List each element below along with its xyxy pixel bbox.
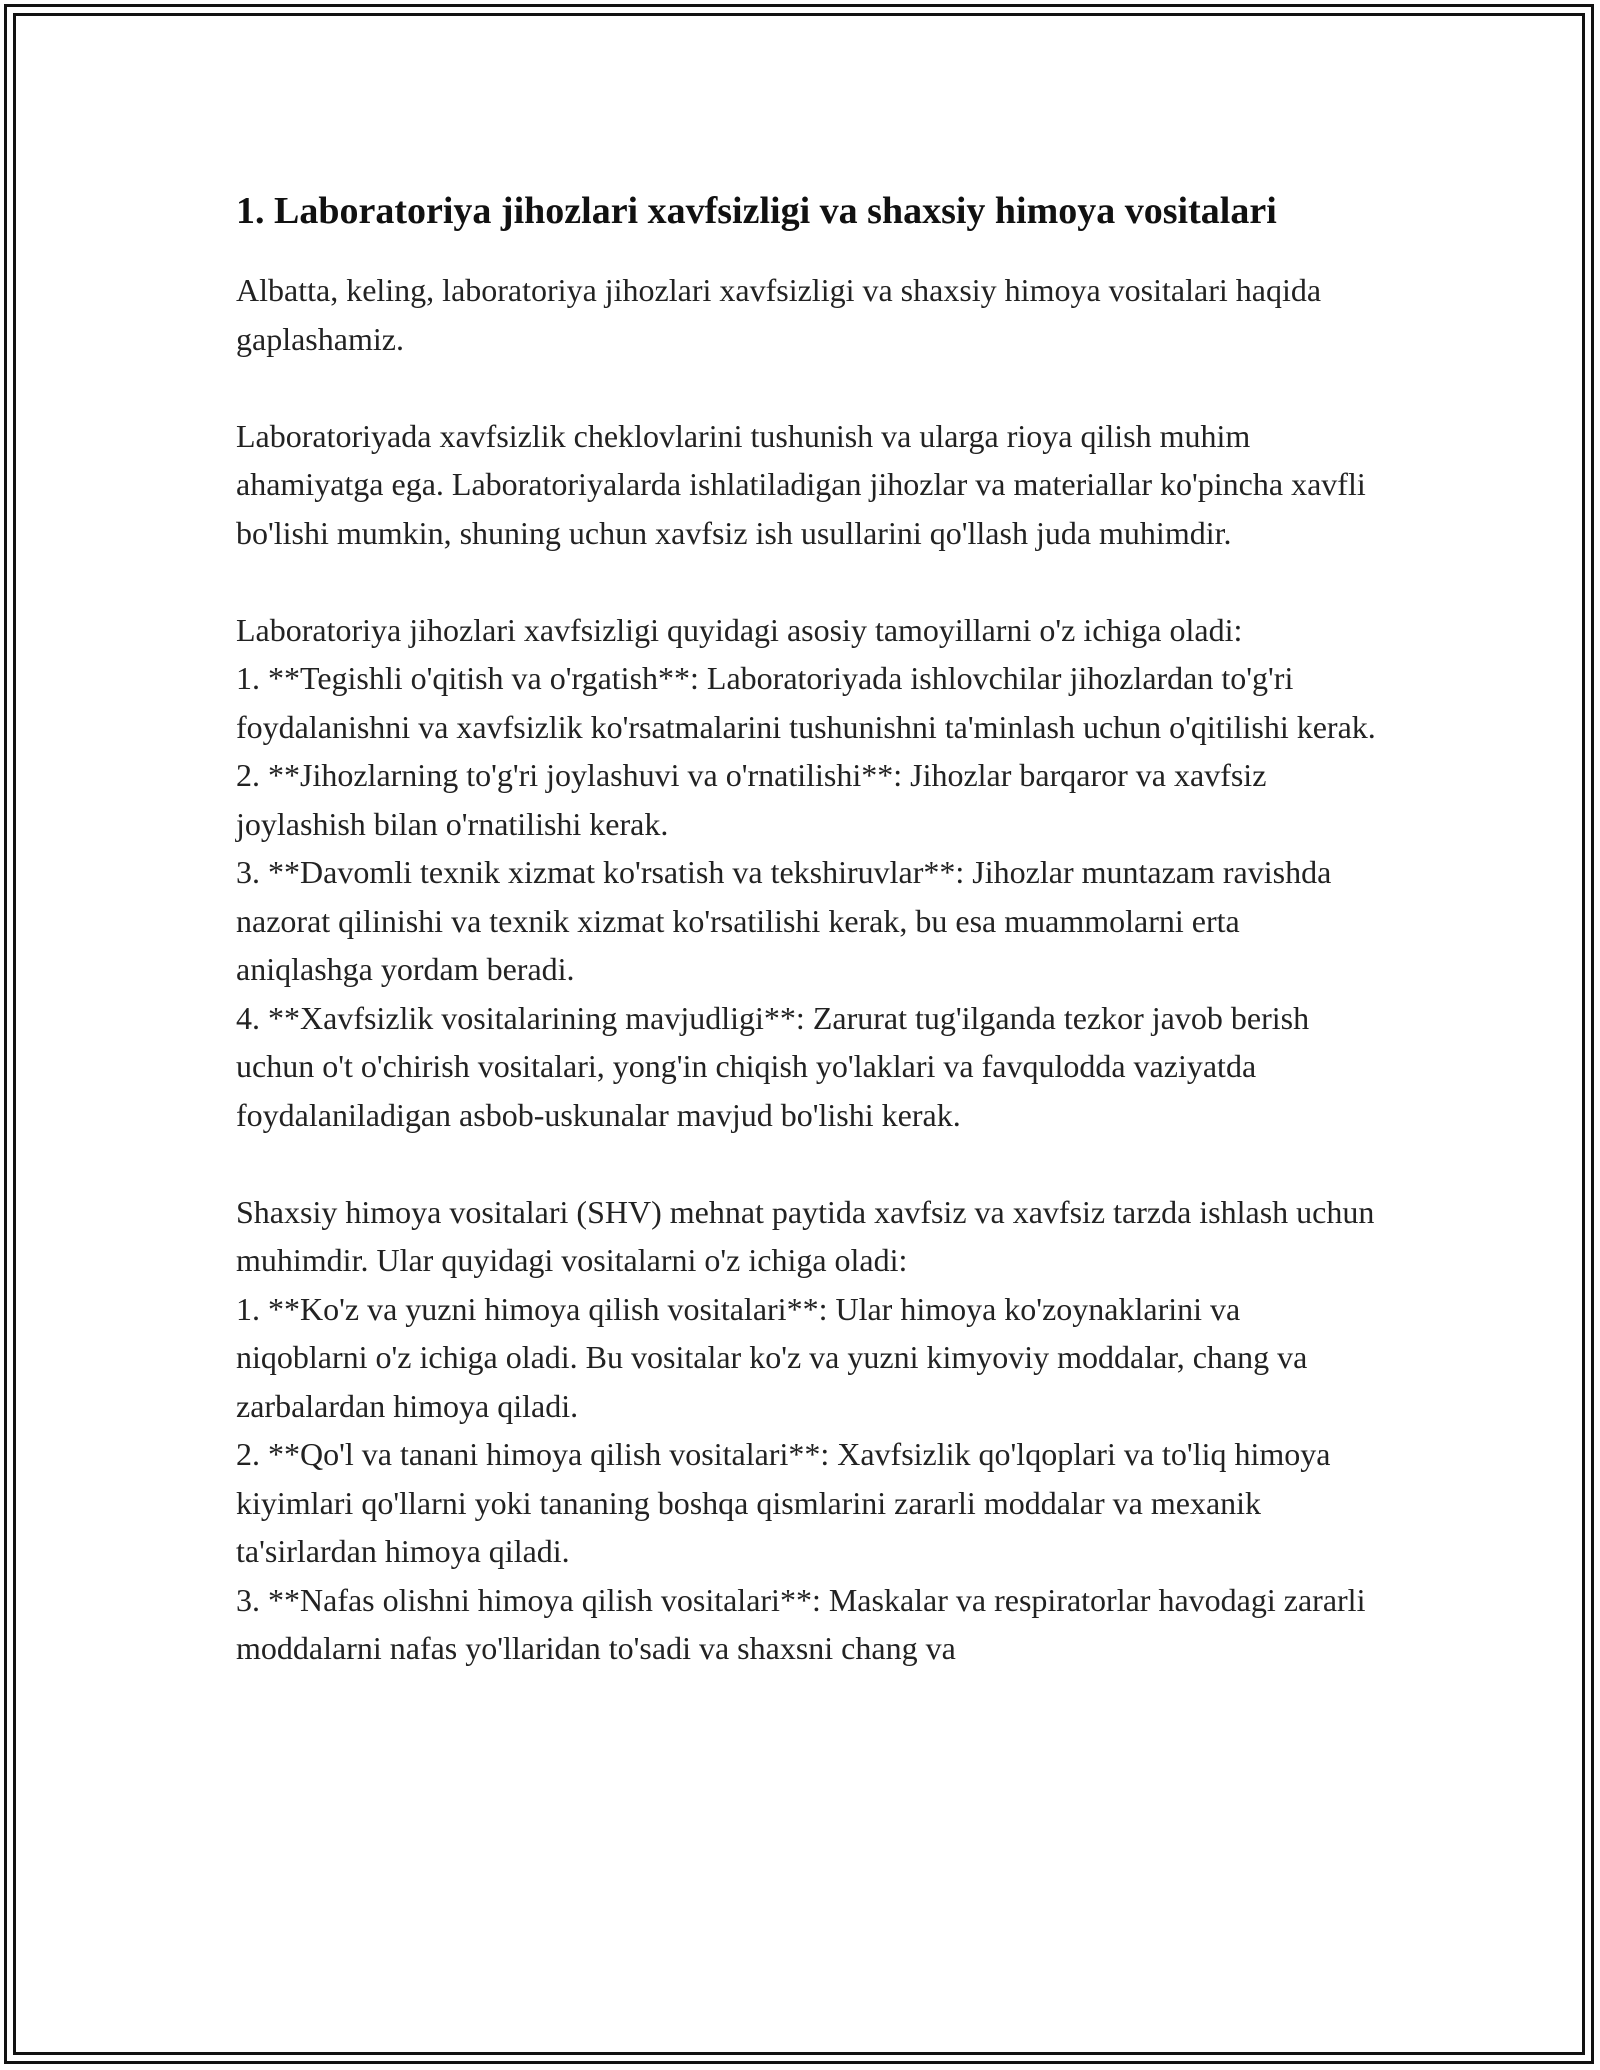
paragraph-gap xyxy=(236,363,1376,412)
ppe-section xyxy=(236,1188,1376,1673)
importance-paragraph: Laboratoriyada xavfsizlik cheklovlarini tushunish va ularga rioya qilish muhim ahamiyatga ega. Laboratoriyalarda ishlatiladigan jihozlar va materiallar ko'pincha xavfli bo'lishi mumkin, shuning uchun xavfsiz ish usullarini qo'llash juda muhimdir. xyxy=(236,417,1366,551)
equipment-item: 2. **Jihozlarning to'g'ri joylashuvi va o'rnatilishi**: Jihozlar barqaror va xavfsiz joylashish bilan o'rnatilishi kerak. xyxy=(236,757,1267,842)
ppe-lead: Shaxsiy himoya vositalari (SHV) mehnat paytida xavfsiz va xavfsiz tarzda ishlash uchun muhimdir. Ular quyidagi vositalarni o'z ichiga oladi: xyxy=(236,1193,1375,1278)
paragraph-gap xyxy=(236,557,1376,606)
equipment-item: 1. **Tegishli o'qitish va o'rgatish**: Laboratoriyada ishlovchilar jihozlardan to'g'ri foydalanishni va xavfsizlik ko'rsatmalarini tushunishni ta'minlash uchun o'qitilishi kerak. xyxy=(236,660,1376,745)
equipment-item: 4. **Xavfsizlik vositalarining mavjudligi**: Zarurat tug'ilganda tezkor javob berish uchun o't o'chirish vositalari, yong'in chiqish yo'laklari va favqulodda vaziyatda foydalaniladigan asbob-uskunalar mavjud bo'lishi kerak. xyxy=(236,999,1310,1133)
document-body xyxy=(236,184,1376,1673)
ppe-item: 2. **Qo'l va tanani himoya qilish vositalari**: Xavfsizlik qo'lqoplari va to'liq himoya kiyimlari qo'llarni yoki tananing boshqa qismlarini zararli moddalar va mexanik ta'sirlardan himoya qiladi. xyxy=(236,1436,1331,1569)
equipment-safety-section xyxy=(236,606,1376,1140)
equipment-lead: Laboratoriya jihozlari xavfsizligi quyidagi asosiy tamoyillarni o'z ichiga oladi: xyxy=(236,611,1243,648)
intro-paragraph: Albatta, keling, laboratoriya jihozlari xavfsizligi va shaxsiy himoya vositalari haqida gaplashamiz. xyxy=(236,272,1322,357)
equipment-item: 3. **Davomli texnik xizmat ko'rsatish va tekshiruvlar**: Jihozlar muntazam ravishda nazorat qilinishi va texnik xizmat ko'rsatilishi kerak, bu esa muammolarni erta aniqlashga yordam beradi. xyxy=(236,854,1332,987)
paragraph-gap xyxy=(236,1139,1376,1188)
document-title: 1. Laboratoriya jihozlari xavfsizligi va shaxsiy himoya vositalari xyxy=(236,190,1277,232)
ppe-item: 1. **Ko'z va yuzni himoya qilish vositalari**: Ular himoya ko'zoynaklarini va niqoblarni o'z ichiga oladi. Bu vositalar ko'z va yuzni kimyoviy moddalar, chang va zarbalardan himoya qiladi. xyxy=(236,1290,1308,1424)
ppe-item: 3. **Nafas olishni himoya qilish vositalari**: Maskalar va respiratorlar havodagi zararli moddalarni nafas yo'llaridan to'sadi va shaxsni chang va xyxy=(236,1581,1366,1666)
